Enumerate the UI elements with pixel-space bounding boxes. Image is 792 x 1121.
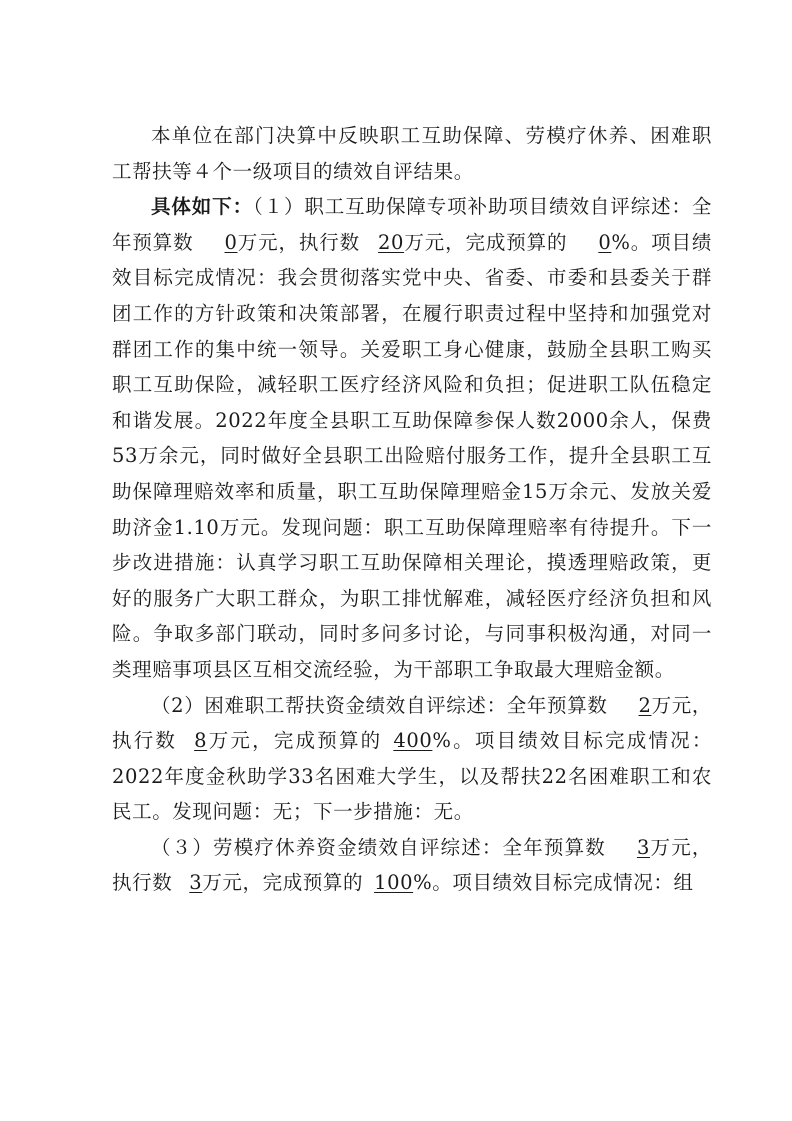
item-1-budget-value: 0 (224, 230, 238, 254)
item-1-paragraph (112, 189, 712, 687)
item-2-text-c: 万元，完成预算的 (207, 729, 383, 753)
item-3-text-c: 万元，完成预算的 (202, 871, 364, 895)
item-1-executed-value: 20 (378, 230, 405, 254)
intro-text: 本单位在部门决算中反映职工互助保障、劳模疗休养、困难职工帮扶等４个一级项目的绩效自评结果。 (112, 124, 712, 183)
item-1-lead: 具体如下： (151, 195, 253, 219)
item-3-text-a: （３）劳模疗休养资金绩效自评综述：全年预算数 (151, 835, 606, 859)
item-1-rate-value: 0 (598, 230, 612, 254)
item-3-text-d: %。项目绩效目标完成情况：组 (413, 871, 694, 895)
document-body (112, 118, 712, 901)
item-1-text-d: %。项目绩效目标完成情况：我会贯彻落实党中央、省委、市委和县委关于群团工作的方针政策和决策部署，在履行职责过程中坚持和加强党对群团工作的集中统一领导。关爱职工身心健康，鼓励全县职工购买职工互助保险，减轻职工医疗经济风险和负担；促进职工队伍稳定和谐发展。2022年度全县职工互助保障参保人数2000余人，保费53万余元，同时做好全县职工出险赔付服务工作，提升全县职工互助保障理赔效率和质量，职工互助保障理赔金15万余元、发放关爱助济金1.10万元。发现问题：职工互助保障理赔率有待提升。下一步改进措施：认真学习职工互助保障相关理论，摸透理赔政策，更好的服务广大职工群众，为职工排忧解难，减轻医疗经济负担和风险。争取多部门联动，同时多问多讨论，与同事积极沟通，对同一类理赔事项县区互相交流经验，为干部职工争取最大理赔金额。 (112, 230, 712, 681)
intro-paragraph (112, 118, 712, 189)
item-1-text-b: 万元，执行数 (237, 230, 361, 254)
item-3-budget-value: 3 (636, 835, 650, 859)
item-1-text-c: 万元，完成预算的 (404, 230, 568, 254)
item-2-executed-value: 8 (194, 729, 208, 753)
item-2-budget-value: 2 (638, 693, 652, 717)
item-2-text-a: （2）困难职工帮扶资金绩效自评综述：全年预算数 (151, 693, 608, 717)
item-3-paragraph (112, 830, 712, 901)
item-1-text-a: （１）职工互助保障专项补助项目绩效自评综述：全年预算数 (112, 195, 712, 254)
item-3-text-b: 万元，执行数 (112, 835, 712, 895)
item-2-text-d: %。项目绩效目标完成情况：2022年度金秋助学33名困难大学生，以及帮扶22名困难职工和农民工。发现问题：无；下一步措施：无。 (112, 729, 712, 824)
item-3-executed-value: 3 (189, 871, 203, 895)
item-3-rate-value: 100 (374, 871, 414, 895)
item-2-text-b: 万元，执行数 (112, 693, 712, 753)
item-2-paragraph (112, 688, 712, 830)
item-2-rate-value: 400 (393, 729, 433, 753)
